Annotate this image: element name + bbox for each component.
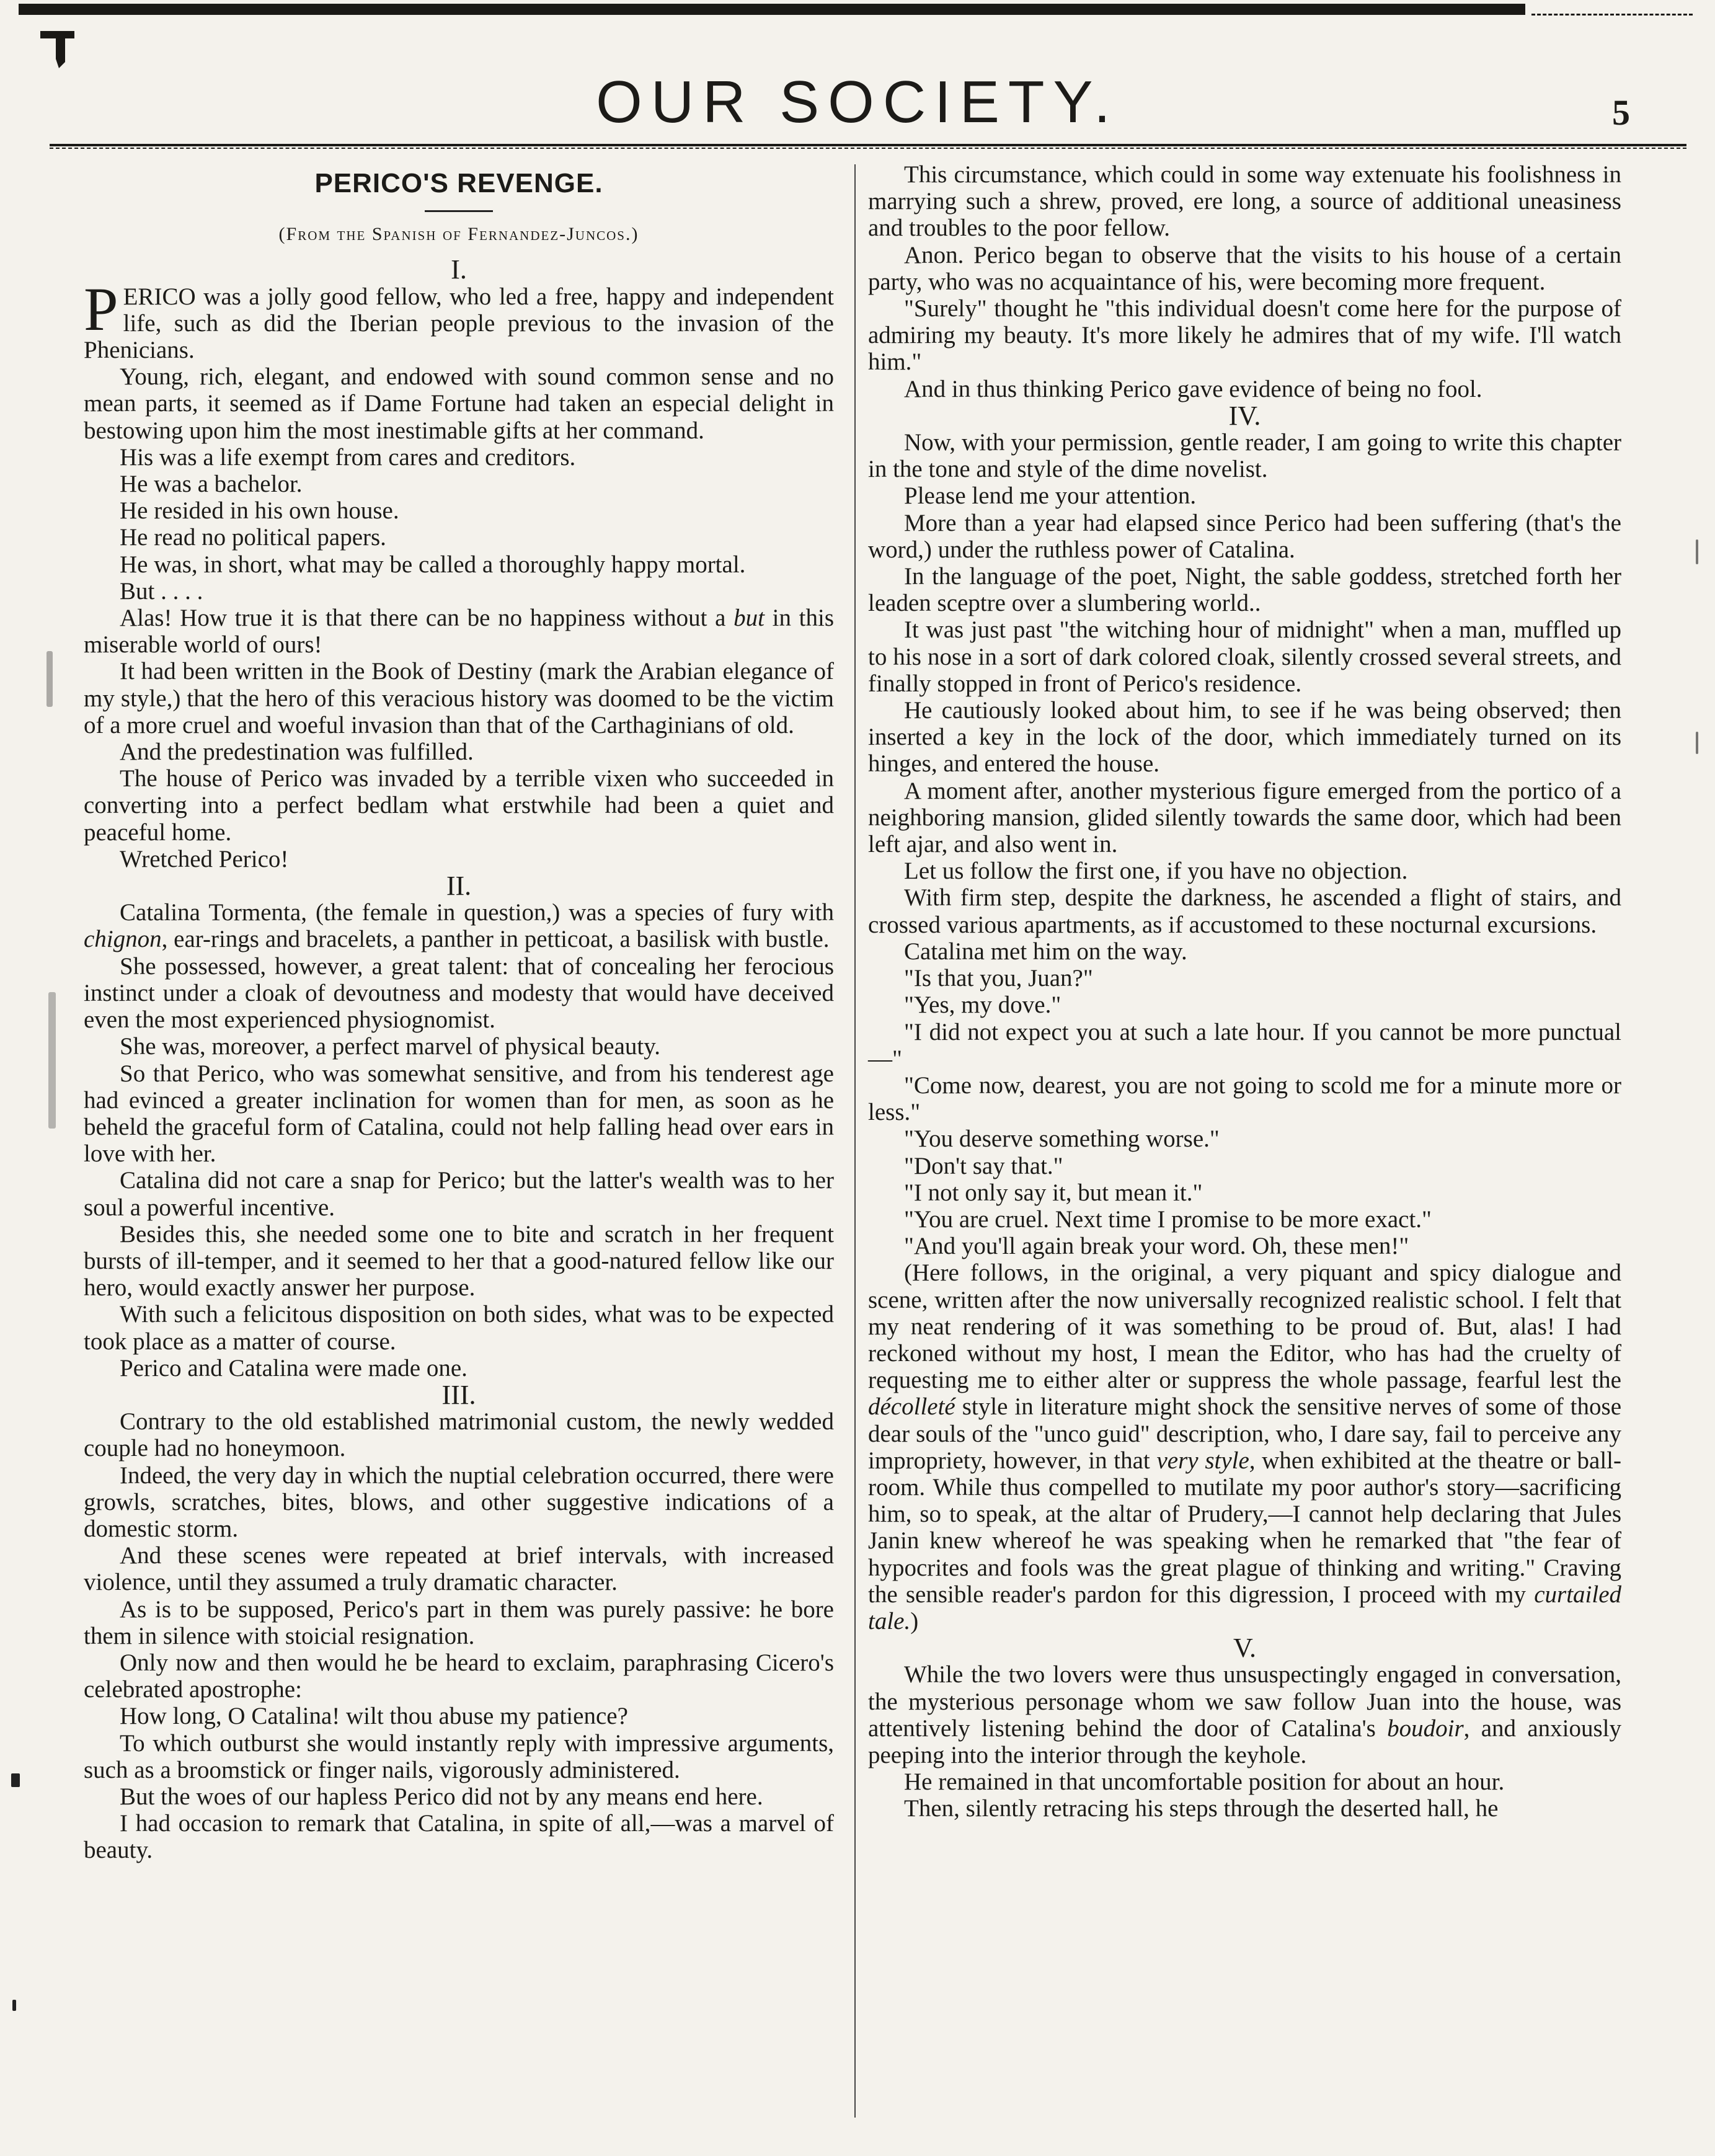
- paragraph: Let us follow the first one, if you have no objection.: [904, 858, 1408, 885]
- paragraph: She possessed, however, a great talent: that of concealing her ferocious instinct under a cloak of devoutness and modesty that would have deceived even the most experienced physiognomist.: [84, 952, 834, 1034]
- paragraph: The house of Perico was invaded by a terrible vixen who succeeded in converting into a perfect bedlam what erstwhile had been a quiet and peaceful home.: [84, 765, 834, 846]
- paragraph: With such a felicitous disposition on both sides, what was to be expected took place as a matter of course.: [84, 1301, 834, 1355]
- header-rule-dashed: [50, 148, 1686, 149]
- printers-mark-icon: [37, 25, 81, 68]
- paragraph: "You are cruel. Next time I promise to be more exact.": [904, 1205, 1432, 1233]
- paragraph: With firm step, despite the darkness, he ascended a flight of stairs, and crossed various apartments, as if accustomed to these nocturnal excursions.: [868, 884, 1621, 938]
- top-border-dashed-rule: [1531, 14, 1693, 17]
- scan-speck: [1696, 732, 1698, 754]
- column-divider: [854, 164, 856, 2118]
- paragraph: (Here follows, in the original, a very piquant and spicy dialogue and scene, written after the now universally recognized realistic school. I felt that my neat rendering of it was something to be proud of. But, alas! I had reckoned without my host, I mean the Editor, who has had the cruelty of requesting me to either alter or suppress the whole passage, fearful lest the décolleté style in literature might shock the sensitive nerves of some of those dear souls of the "unco guid" description, who, I dare say, fail to perceive any impropriety, however, in that very style, when exhibited at the theatre or ball-room. While thus compelled to mutilate my poor author's story—sacrificing him, so to speak, at the altar of Prudery,—I cannot help declaring that Jules Janin knew whereof he was speaking when he remarked that "the fear of hypocrites and fools was the great plague of thinking and writing." Craving the sensible reader's pardon for this digression, I proceed with my curtailed tale.): [868, 1259, 1622, 1635]
- paragraph: Alas! How true it is that there can be no happiness without a but in this miserable world of ours!: [84, 605, 835, 659]
- paragraph: This circumstance, which could in some way extenuate his foolishness in marrying such a shrew, proved, ere long, a source of additional uneasiness and troubles to the poor fellow.: [868, 161, 1621, 242]
- paragraph: She was, moreover, a perfect marvel of physical beauty.: [120, 1033, 660, 1060]
- paragraph: Catalina met him on the way.: [904, 938, 1187, 965]
- top-border-rule: [19, 4, 1525, 15]
- italic-word: very style,: [1156, 1447, 1256, 1474]
- paragraph: And these scenes were repeated at brief intervals, with increased violence, until they assumed a truly dramatic character.: [84, 1542, 834, 1596]
- scan-speck: [1696, 539, 1698, 564]
- paragraph: "Come now, dearest, you are not going to scold me for a minute more or less.": [868, 1071, 1621, 1126]
- paragraph: And the predestination was fulfilled.: [120, 739, 474, 766]
- paragraph: He was a bachelor.: [120, 471, 303, 498]
- paragraph: "Surely" thought he "this individual doesn't come here for the purpose of admiring my beauty. It's more likely he admires that of my wife. I'll watch him.": [868, 295, 1621, 376]
- paragraph: Besides this, she needed some one to bite and scratch in her frequent bursts of ill-temper, and it seemed to her that a good-natured fellow like our hero, would exactly answer her purpose.: [84, 1220, 834, 1302]
- story-title: PERICO'S REVENGE.: [314, 168, 603, 198]
- paragraph: Young, rich, elegant, and endowed with sound common sense and no mean parts, it seemed as if Dame Fortune had taken an especial delight in bestowing upon him the most inestimable gifts at her command.: [84, 363, 834, 444]
- paragraph: I had occasion to remark that Catalina, in spite of all,—was a marvel of beauty.: [84, 1810, 834, 1864]
- scan-speck: [11, 1773, 20, 1787]
- paragraph: "Is that you, Juan?": [904, 965, 1093, 992]
- paragraph: As is to be supposed, Perico's part in them was purely passive: he bore them in silence with stoicial resignation.: [84, 1595, 834, 1649]
- paragraph: He cautiously looked about him, to see if he was being observed; then inserted a key in the lock of the door, which immediately turned on its hinges, and entered the house.: [868, 697, 1621, 778]
- paragraph: In the language of the poet, Night, the sable goddess, stretched forth her leaden sceptre over a slumbering world..: [868, 563, 1621, 617]
- paragraph: Only now and then would he be heard to exclaim, paraphrasing Cicero's celebrated apostrophe:: [84, 1649, 834, 1703]
- paragraph: "Don't say that.": [904, 1152, 1063, 1179]
- paragraph: He resided in his own house.: [120, 497, 399, 525]
- paragraph: It was just past "the witching hour of midnight" when a man, muffled up to his nose in a sort of dark colored cloak, silently crossed several streets, and finally stopped in front of Perico's residence.: [868, 616, 1621, 697]
- section-heading-2: II.: [446, 871, 472, 902]
- masthead-title: OUR SOCIETY.: [596, 69, 1119, 135]
- paragraph: "Yes, my dove.": [904, 991, 1061, 1019]
- title-rule: [425, 210, 493, 212]
- paragraph: Wretched Perico!: [120, 845, 289, 872]
- section-heading-5: V.: [1233, 1633, 1257, 1664]
- section-heading-3: III.: [441, 1379, 476, 1410]
- paragraph: While the two lovers were thus unsuspectingly engaged in conversation, the mysterious personage whom we saw follow Juan into the house, was attentively listening behind the door of Catalina's boudoir, and anxiously peeping into the interior through the keyhole.: [868, 1661, 1622, 1768]
- right-column: [868, 161, 1621, 1822]
- scan-speck: [47, 651, 53, 707]
- paragraph: So that Perico, who was somewhat sensitive, and from his tenderest age had evinced a greater inclination for women than for men, as soon as he beheld the graceful form of Catalina, could not help falling head over ears in love with her.: [84, 1060, 834, 1168]
- scan-speck: [48, 992, 56, 1129]
- section-heading-1: I.: [451, 254, 467, 285]
- italic-word: décolleté: [868, 1393, 955, 1421]
- story-byline: (From the Spanish of Fernandez-Juncos.): [278, 224, 639, 245]
- italic-word: curtailed tale.: [868, 1581, 1622, 1635]
- paragraph: A moment after, another mysterious figure emerged from the portico of a neighboring mansion, glided silently towards the same door, which had been left ajar, and also went in.: [868, 777, 1621, 858]
- header-rule: [50, 144, 1686, 146]
- paragraph: "You deserve something worse.": [904, 1125, 1220, 1153]
- paragraph: More than a year had elapsed since Perico had been suffering (that's the word,) under the ruthless power of Catalina.: [868, 509, 1621, 563]
- paragraph: Then, silently retracing his steps through the deserted hall, he: [904, 1795, 1499, 1822]
- paragraph: PERICO was a jolly good fellow, who led a free, happy and independent life, such as did the Iberian people previous to the invasion of the Phenicians.: [84, 274, 834, 364]
- paragraph: Anon. Perico began to observe that the visits to his house of a certain party, who was no acquaintance of his, were becoming more frequent.: [868, 241, 1621, 295]
- scan-speck: [12, 2000, 16, 2011]
- paragraph: Contrary to the old established matrimonial custom, the newly wedded couple had no honeymoon.: [84, 1408, 834, 1462]
- paragraph: Now, with your permission, gentle reader, I am going to write this chapter in the tone and style of the dime novelist.: [868, 429, 1621, 483]
- paragraph: How long, O Catalina! wilt thou abuse my patience?: [120, 1703, 628, 1730]
- paragraph: Catalina did not care a snap for Perico; but the latter's wealth was to her soul a powerful incentive.: [84, 1167, 834, 1221]
- paragraph: Please lend me your attention.: [904, 482, 1197, 510]
- page-number: 5: [1612, 92, 1630, 133]
- paragraph: His was a life exempt from cares and creditors.: [120, 443, 576, 471]
- paragraph: "I not only say it, but mean it.": [904, 1179, 1203, 1206]
- paragraph: He was, in short, what may be called a thoroughly happy mortal.: [120, 551, 746, 578]
- paragraph: And in thus thinking Perico gave evidence of being no fool.: [904, 375, 1482, 402]
- paragraph: "And you'll again break your word. Oh, these men!": [904, 1233, 1409, 1260]
- italic-word: boudoir: [1387, 1715, 1464, 1742]
- italic-word: chignon: [84, 926, 162, 953]
- paragraph: He remained in that uncomfortable position for about an hour.: [904, 1768, 1505, 1796]
- paragraph: Indeed, the very day in which the nuptial celebration occurred, there were growls, scratches, bites, blows, and other suggestive indications of a domestic storm.: [84, 1462, 834, 1542]
- section-heading-4: IV.: [1228, 400, 1261, 431]
- paragraph: It had been written in the Book of Destiny (mark the Arabian elegance of my style,) that the hero of this veracious history was doomed to be the victim of a more cruel and woeful invasion than that of the Carthaginians of old.: [84, 658, 834, 739]
- paragraph: Perico and Catalina were made one.: [120, 1354, 468, 1382]
- paragraph: To which outburst she would instantly reply with impressive arguments, such as a broomstick or finger nails, vigorously administered.: [84, 1729, 834, 1783]
- paragraph: Catalina Tormenta, (the female in question,) was a species of fury with chignon, ear-rings and bracelets, a panther in petticoat, a basilisk with bustle.: [84, 899, 834, 953]
- italic-word: but: [733, 605, 764, 632]
- paragraph: "I did not expect you at such a late hour. If you cannot be more punctual—": [868, 1018, 1621, 1072]
- drop-cap: P: [84, 274, 118, 344]
- paragraph: He read no political papers.: [120, 524, 386, 551]
- paragraph: But . . . .: [120, 577, 203, 605]
- paragraph: But the woes of our hapless Perico did not by any means end here.: [120, 1783, 763, 1810]
- left-column: [84, 161, 834, 1864]
